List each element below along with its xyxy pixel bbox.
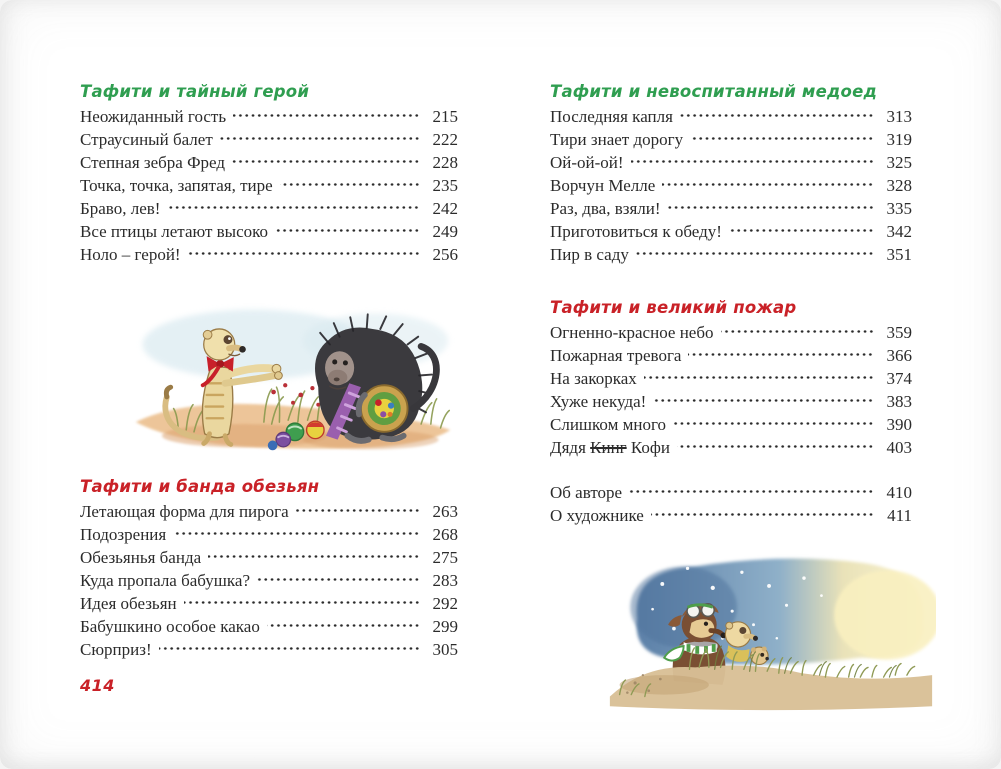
entry-title: Последняя капля (550, 107, 673, 126)
entry-page-number: 410 (886, 483, 912, 502)
entry-title: Пир в саду (550, 245, 629, 264)
toc-entry (550, 197, 912, 220)
toc-entry (80, 592, 458, 615)
entry-title: Раз, два, взяли! (550, 199, 661, 218)
toc-section (80, 80, 458, 266)
entry-page-number: 328 (886, 176, 912, 195)
entry-page-number: 351 (886, 245, 912, 264)
entry-page-number: 263 (432, 502, 458, 521)
entry-page-number: 242 (432, 199, 458, 218)
illustration-tafiti-monkey (128, 294, 458, 459)
entry-page-number: 215 (432, 107, 458, 126)
entry-page-number: 235 (432, 176, 458, 195)
toc-entry (80, 615, 458, 638)
toc-section (80, 475, 458, 661)
entry-title: Куда пропала бабушка? (80, 571, 250, 590)
section-heading: Тафити и банда обезьян (80, 477, 320, 496)
toc-entry (550, 390, 912, 413)
toc-entry (80, 174, 458, 197)
toc-section (550, 296, 912, 459)
entry-page-number: 383 (886, 392, 912, 411)
toc-entry (550, 243, 912, 266)
entry-page-number: 268 (432, 525, 458, 544)
entry-page-number: 249 (432, 222, 458, 241)
entry-page-number: 292 (432, 594, 458, 613)
entry-title: Ой-ой-ой! (550, 153, 624, 172)
entry-title: Бабушкино особое какао (80, 617, 260, 636)
entry-title: Идея обезьян (80, 594, 177, 613)
toc-entry (80, 128, 458, 151)
toc-entry (550, 151, 912, 174)
entry-page-number: 390 (886, 415, 912, 434)
entry-title: На закорках (550, 369, 637, 388)
struck-text: Кинг (590, 438, 627, 457)
toc-entry (550, 321, 912, 344)
entry-title: Ноло – герой! (80, 245, 181, 264)
entry-title: Тири знает дорогу (550, 130, 684, 149)
entry-page-number: 411 (887, 506, 912, 525)
toc-entry (550, 413, 912, 436)
entry-page-number: 283 (432, 571, 458, 590)
toc-entry (550, 344, 912, 367)
toc-entry (80, 569, 458, 592)
toc-entry (550, 105, 912, 128)
entry-page-number: 359 (886, 323, 912, 342)
entry-title: Пожарная тревога (550, 346, 682, 365)
entry-page-number: 319 (886, 130, 912, 149)
entry-title: Дядя Кинг Кофи (550, 438, 671, 457)
toc-entry (80, 105, 458, 128)
toc-entry (80, 243, 458, 266)
toc-entry (80, 197, 458, 220)
entry-title: Страусиный балет (80, 130, 213, 149)
entry-title: Летающая форма для пирога (80, 502, 289, 521)
toc-entry (550, 504, 912, 527)
entry-page-number: 305 (432, 640, 458, 659)
entry-page-number: 342 (886, 222, 912, 241)
entry-title: Степная зебра Фред (80, 153, 226, 172)
entry-page-number: 228 (432, 153, 458, 172)
entry-title: Сюрприз! (80, 640, 152, 659)
entry-page-number: 222 (432, 130, 458, 149)
entry-title: Точка, точка, запятая, тире (80, 176, 273, 195)
entry-title: Слишком много (550, 415, 666, 434)
toc-entry (80, 638, 458, 661)
entry-title: Неожиданный гость (80, 107, 227, 126)
entry-page-number: 374 (886, 369, 912, 388)
entry-title: Обезьянья банда (80, 548, 202, 567)
entry-title: Ворчун Мелле (550, 176, 656, 195)
toc-entry (550, 220, 912, 243)
toc-entry (550, 174, 912, 197)
entry-page-number: 403 (886, 438, 912, 457)
entry-page-number: 256 (432, 245, 458, 264)
toc-entry (550, 367, 912, 390)
entry-title: Браво, лев! (80, 199, 161, 218)
illustration-night-scene (606, 549, 936, 714)
toc-entry (550, 481, 912, 504)
page-folio: 414 (80, 676, 115, 695)
toc-entry (80, 151, 458, 174)
entry-page-number: 325 (886, 153, 912, 172)
entry-title: Хуже некуда! (550, 392, 647, 411)
toc-section (550, 80, 912, 266)
back-matter (550, 481, 912, 527)
entry-title: О художнике (550, 506, 644, 525)
toc-entry (80, 500, 458, 523)
entry-page-number: 299 (432, 617, 458, 636)
entry-title: Огненно-красное небо (550, 323, 714, 342)
toc-entry (550, 128, 912, 151)
entry-page-number: 366 (886, 346, 912, 365)
entry-page-number: 313 (886, 107, 912, 126)
toc-entry (80, 546, 458, 569)
entry-page-number: 275 (432, 548, 458, 567)
section-heading: Тафити и великий пожар (550, 298, 797, 317)
entry-page-number: 335 (886, 199, 912, 218)
entry-title: Подозрения (80, 525, 167, 544)
entry-title: Все птицы летают высоко (80, 222, 269, 241)
right-column (550, 80, 912, 714)
toc-entry (80, 220, 458, 243)
toc-entry (550, 436, 912, 459)
toc-entry (80, 523, 458, 546)
entry-title: Об авторе (550, 483, 623, 502)
left-column (80, 80, 458, 661)
section-heading: Тафити и невоспитанный медоед (550, 82, 877, 101)
section-heading: Тафити и тайный герой (80, 82, 310, 101)
entry-title: Приготовиться к обеду! (550, 222, 722, 241)
